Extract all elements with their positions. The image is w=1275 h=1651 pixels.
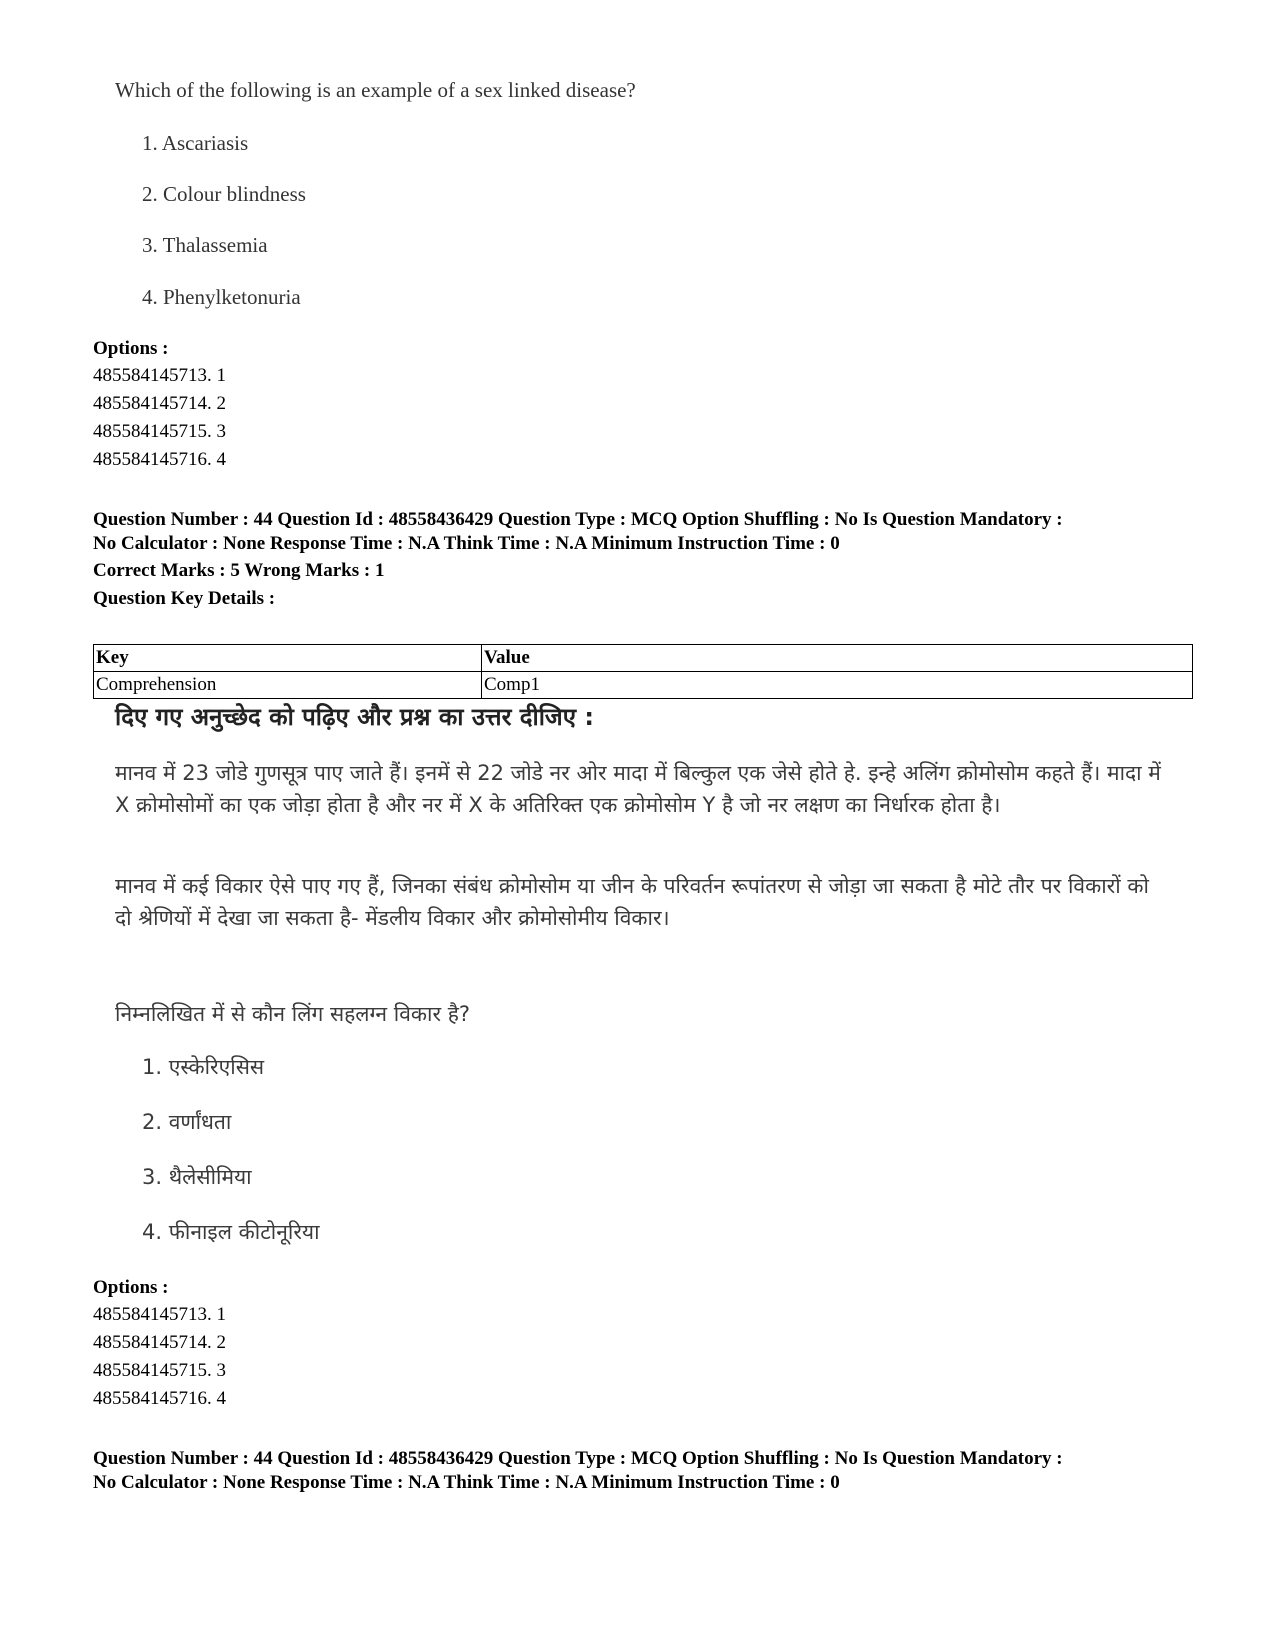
- option-item: 485584145713. 1: [93, 365, 226, 386]
- table-header-value: Value: [482, 645, 1193, 672]
- meta-line-1: Question Number : 44 Question Id : 48558436429 Question Type : MCQ Option Shuffling : No Is Question Mandatory :: [93, 1448, 1063, 1469]
- table-cell-key: Comprehension: [94, 672, 482, 699]
- meta-line-1: Question Number : 44 Question Id : 48558436429 Question Type : MCQ Option Shuffling : No Is Question Mandatory :: [93, 509, 1063, 530]
- table-cell-value: Comp1: [482, 672, 1193, 699]
- table-header-row: [94, 645, 1193, 672]
- english-question-text: Which of the following is an example of a sex linked disease?: [115, 78, 636, 102]
- hindi-choice-3: 3. थैलेसीमिया: [142, 1165, 252, 1189]
- hindi-paragraph-2: मानव में कई विकार ऐसे पाए गए हैं, जिनका संबंध क्रोमोसोम या जीन के परिवर्तन रूपांतरण से जोड़ा जा सकता है मोटे तौर पर विकारों को दो श्रेणियों में देखा जा सकता है- मेंडलीय विकार और क्रोमोसोमीय विकार।: [115, 874, 1149, 930]
- options-list-2: [93, 1301, 226, 1413]
- question-meta-44: [93, 508, 1063, 556]
- meta-line-2: No Calculator : None Response Time : N.A Think Time : N.A Minimum Instruction Time : 0: [93, 1472, 840, 1493]
- key-details-table: [93, 644, 1193, 699]
- english-choice-4: 4. Phenylketonuria: [142, 285, 301, 309]
- hindi-choice-2: 2. वर्णांधता: [142, 1110, 232, 1134]
- hindi-choice-1: 1. एस्केरिएसिस: [142, 1055, 265, 1079]
- option-item: 485584145716. 4: [93, 1388, 226, 1409]
- option-item: 485584145716. 4: [93, 449, 226, 470]
- option-item: 485584145715. 3: [93, 421, 226, 442]
- option-item: 485584145715. 3: [93, 1360, 226, 1381]
- option-item: 485584145714. 2: [93, 1332, 226, 1353]
- hindi-question-text: निम्नलिखित में से कौन लिंग सहलग्न विकार है?: [115, 1002, 471, 1026]
- meta-line-2: No Calculator : None Response Time : N.A Think Time : N.A Minimum Instruction Time : 0: [93, 533, 840, 554]
- hindi-choice-4: 4. फीनाइल कीटोनूरिया: [142, 1220, 320, 1244]
- english-choice-3: 3. Thalassemia: [142, 233, 268, 257]
- english-choice-1: 1. Ascariasis: [142, 131, 249, 155]
- marks-line: Correct Marks : 5 Wrong Marks : 1: [93, 560, 385, 581]
- table-header-key: Key: [94, 645, 482, 672]
- options-label-1: Options :: [93, 338, 169, 359]
- options-label-2: Options :: [93, 1277, 169, 1298]
- option-item: 485584145714. 2: [93, 393, 226, 414]
- question-meta-next: [93, 1447, 1063, 1495]
- table-row: [94, 672, 1193, 699]
- key-details-label: Question Key Details :: [93, 588, 276, 609]
- hindi-heading: दिए गए अनुच्छेद को पढ़िए और प्रश्न का उत्तर दीजिए :: [115, 703, 594, 731]
- options-list-1: [93, 362, 226, 474]
- hindi-paragraph-1: मानव में 23 जोडे गुणसूत्र पाए जाते हैं। इनमें से 22 जोडे नर ओर मादा में बिल्कुल एक जेसे होते हे. इन्हे अलिंग क्रोमोसोम कहते हैं। मादा में X क्रोमोसोमों का एक जोड़ा होता है और नर में X के अतिरिक्त एक क्रोमोसोम Y है जो नर लक्षण का निर्धारक होता है।: [115, 761, 1161, 817]
- option-item: 485584145713. 1: [93, 1304, 226, 1325]
- english-choice-2: 2. Colour blindness: [142, 182, 306, 206]
